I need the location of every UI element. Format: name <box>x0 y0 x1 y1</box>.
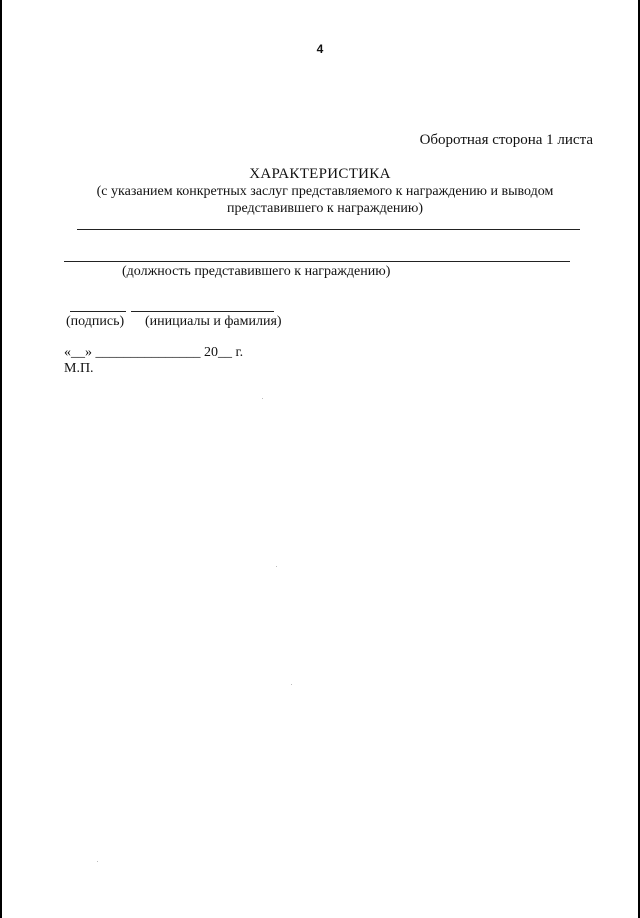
reverse-side-note: Оборотная сторона 1 листа <box>419 132 593 148</box>
signature-caption: (подпись) <box>66 314 125 329</box>
position-line <box>64 261 570 262</box>
document-title: ХАРАКТЕРИСТИКА <box>249 166 391 182</box>
scan-border-left <box>0 0 2 918</box>
position-caption: (должность представившего к награждению) <box>122 264 391 279</box>
signature-line <box>70 311 126 312</box>
characteristic-text-line <box>77 229 580 230</box>
page-number: 4 <box>316 42 324 56</box>
name-caption: (инициалы и фамилия) <box>145 314 282 329</box>
name-line <box>131 311 274 312</box>
scan-speck <box>276 566 277 567</box>
scan-speck <box>262 398 263 399</box>
stamp-label: М.П. <box>64 361 94 376</box>
document-subtitle: (с указанием конкретных заслуг представляемого к награждению и выводом представившего к награждению) <box>96 184 554 216</box>
scan-speck <box>291 684 292 685</box>
date-line: «__» _______________ 20__ г. <box>64 345 244 360</box>
scan-speck <box>97 861 98 862</box>
